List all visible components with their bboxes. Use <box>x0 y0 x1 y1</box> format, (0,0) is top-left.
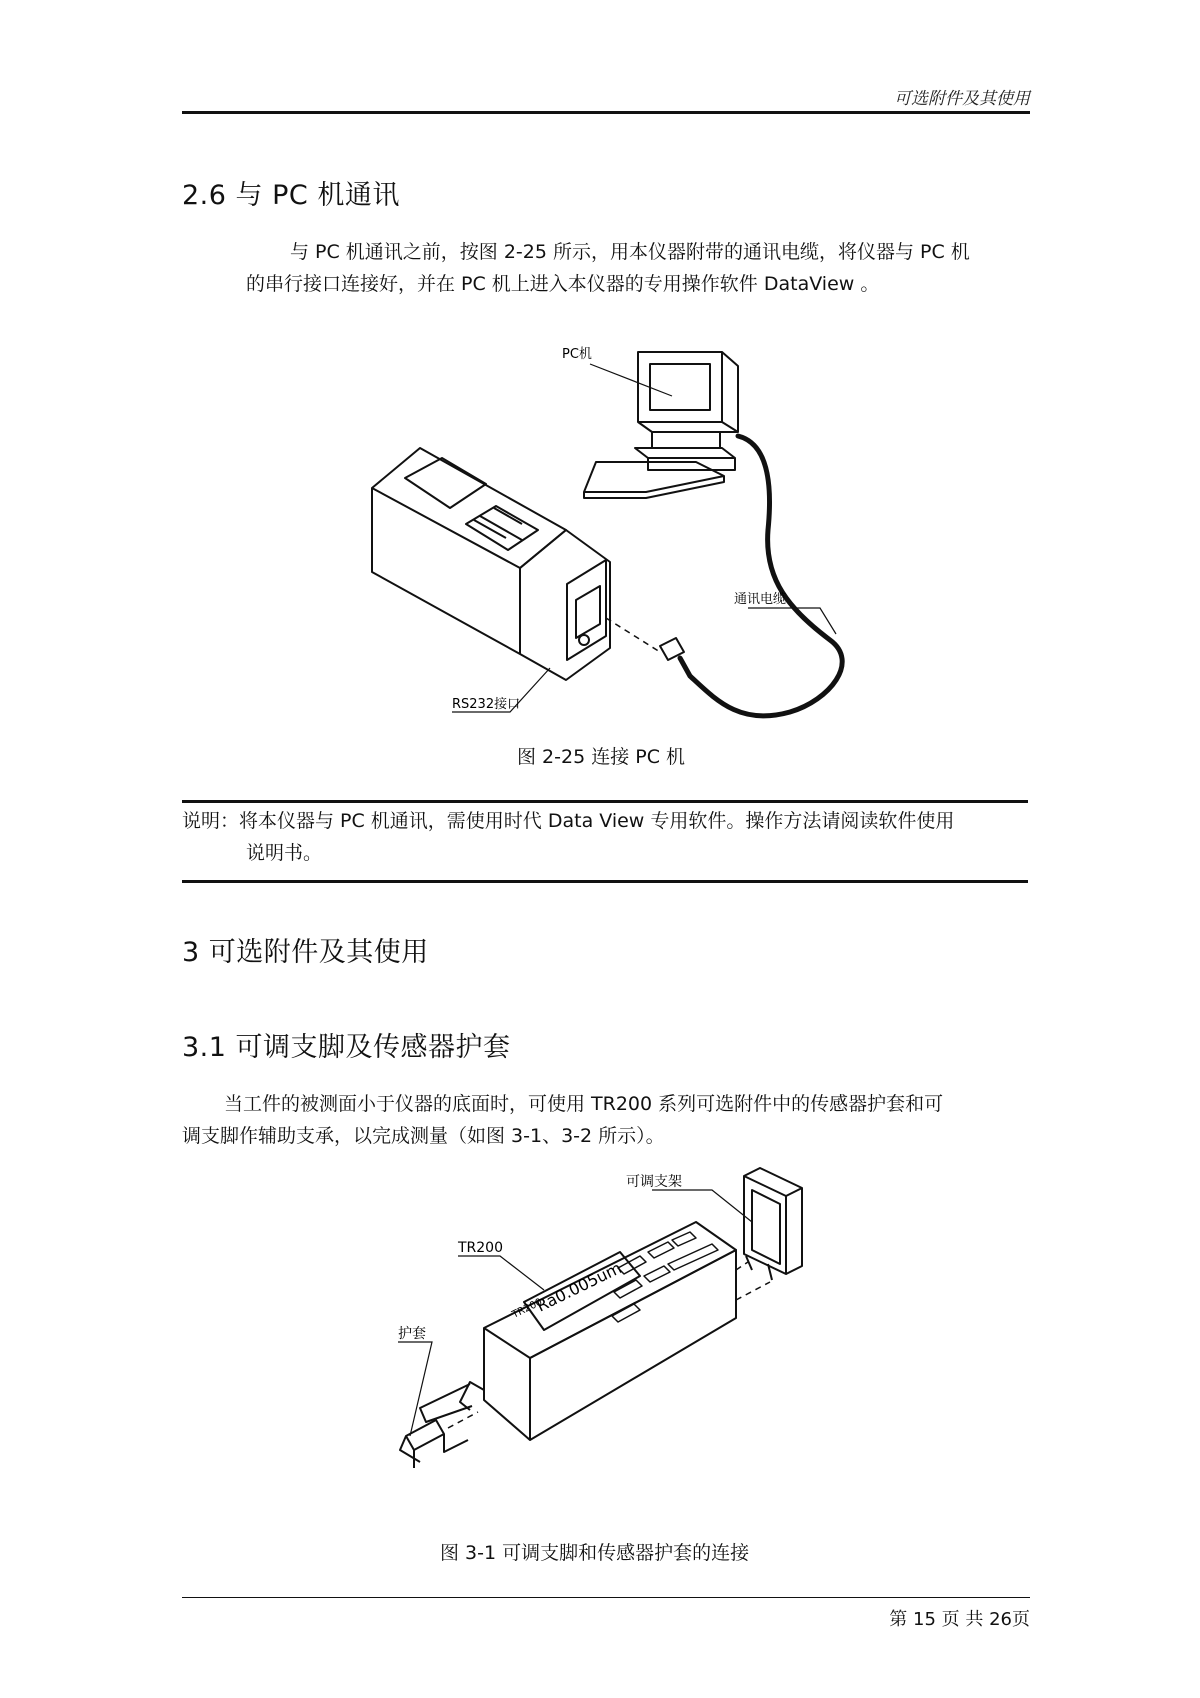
note-bottom-rule <box>182 880 1028 883</box>
label-stand: 可调支架 <box>626 1174 682 1190</box>
section-heading-3: 3 可选附件及其使用 <box>182 937 429 968</box>
paragraph-3-1-line1: 当工件的被测面小于仪器的底面时，可使用 TR200 系列可选附件中的传感器护套和可 <box>224 1093 944 1115</box>
label-tr200: TR200 <box>458 1240 504 1256</box>
leader-cable <box>748 608 836 634</box>
monitor-side <box>722 352 738 432</box>
section-heading-3-1: 3.1 可调支脚及传感器护套 <box>182 1032 511 1063</box>
instrument-top <box>372 448 566 568</box>
label-pc: PC机 <box>562 347 592 362</box>
tr200-left <box>484 1328 530 1440</box>
monitor-screen <box>650 364 710 410</box>
device-brand: TR200 <box>510 1296 545 1321</box>
note-top-rule <box>182 800 1028 803</box>
communication-cable <box>680 436 842 716</box>
note-line1: 说明：将本仪器与 PC 机通讯，需使用时代 Data View 专用软件。操作方法请阅读软件使用 <box>182 810 955 832</box>
tr200-front <box>530 1250 736 1440</box>
tr200-top <box>484 1222 736 1358</box>
sensor-probe <box>420 1384 472 1422</box>
instrument-display <box>405 458 486 508</box>
label-sheath: 护套 <box>398 1326 426 1342</box>
footer-rule <box>182 1597 1030 1598</box>
header-rule <box>182 111 1030 114</box>
running-header: 可选附件及其使用 <box>894 89 1030 109</box>
note-line2: 说明书。 <box>246 842 323 864</box>
instrument-end <box>520 530 610 680</box>
instrument-side <box>372 488 520 654</box>
label-rs232: RS232接口 <box>452 697 521 712</box>
paragraph-2-6-line2: 的串行接口连接好，并在 PC 机上进入本仪器的专用操作软件 DataView 。 <box>246 273 880 295</box>
tr200-keypad <box>612 1232 718 1322</box>
figure-2-25-illustration <box>340 340 860 730</box>
sensor-sheath <box>406 1420 444 1450</box>
display-reading: Ra0.005um <box>533 1258 625 1316</box>
page-number: 第 15 页 共 26页 <box>889 1609 1030 1630</box>
leader-pc <box>590 364 672 396</box>
section-heading-2-6: 2.6 与 PC 机通讯 <box>182 180 400 211</box>
leader-stand <box>652 1190 752 1222</box>
figure-3-1-caption: 图 3-1 可调支脚和传感器护套的连接 <box>440 1542 750 1564</box>
figure-3-1-illustration <box>380 1150 840 1490</box>
keyboard <box>584 462 724 492</box>
monitor-stand <box>652 432 720 448</box>
paragraph-3-1-line2: 调支脚作辅助支承，以完成测量（如图 3-1、3-2 所示）。 <box>182 1125 665 1147</box>
figure-2-25-caption: 图 2-25 连接 PC 机 <box>517 746 686 768</box>
label-cable: 通讯电缆 <box>734 592 787 607</box>
leader-tr200 <box>458 1256 544 1290</box>
paragraph-2-6-line1: 与 PC 机通讯之前，按图 2-25 所示，用本仪器附带的通讯电缆，将仪器与 PC 机 <box>290 241 970 263</box>
